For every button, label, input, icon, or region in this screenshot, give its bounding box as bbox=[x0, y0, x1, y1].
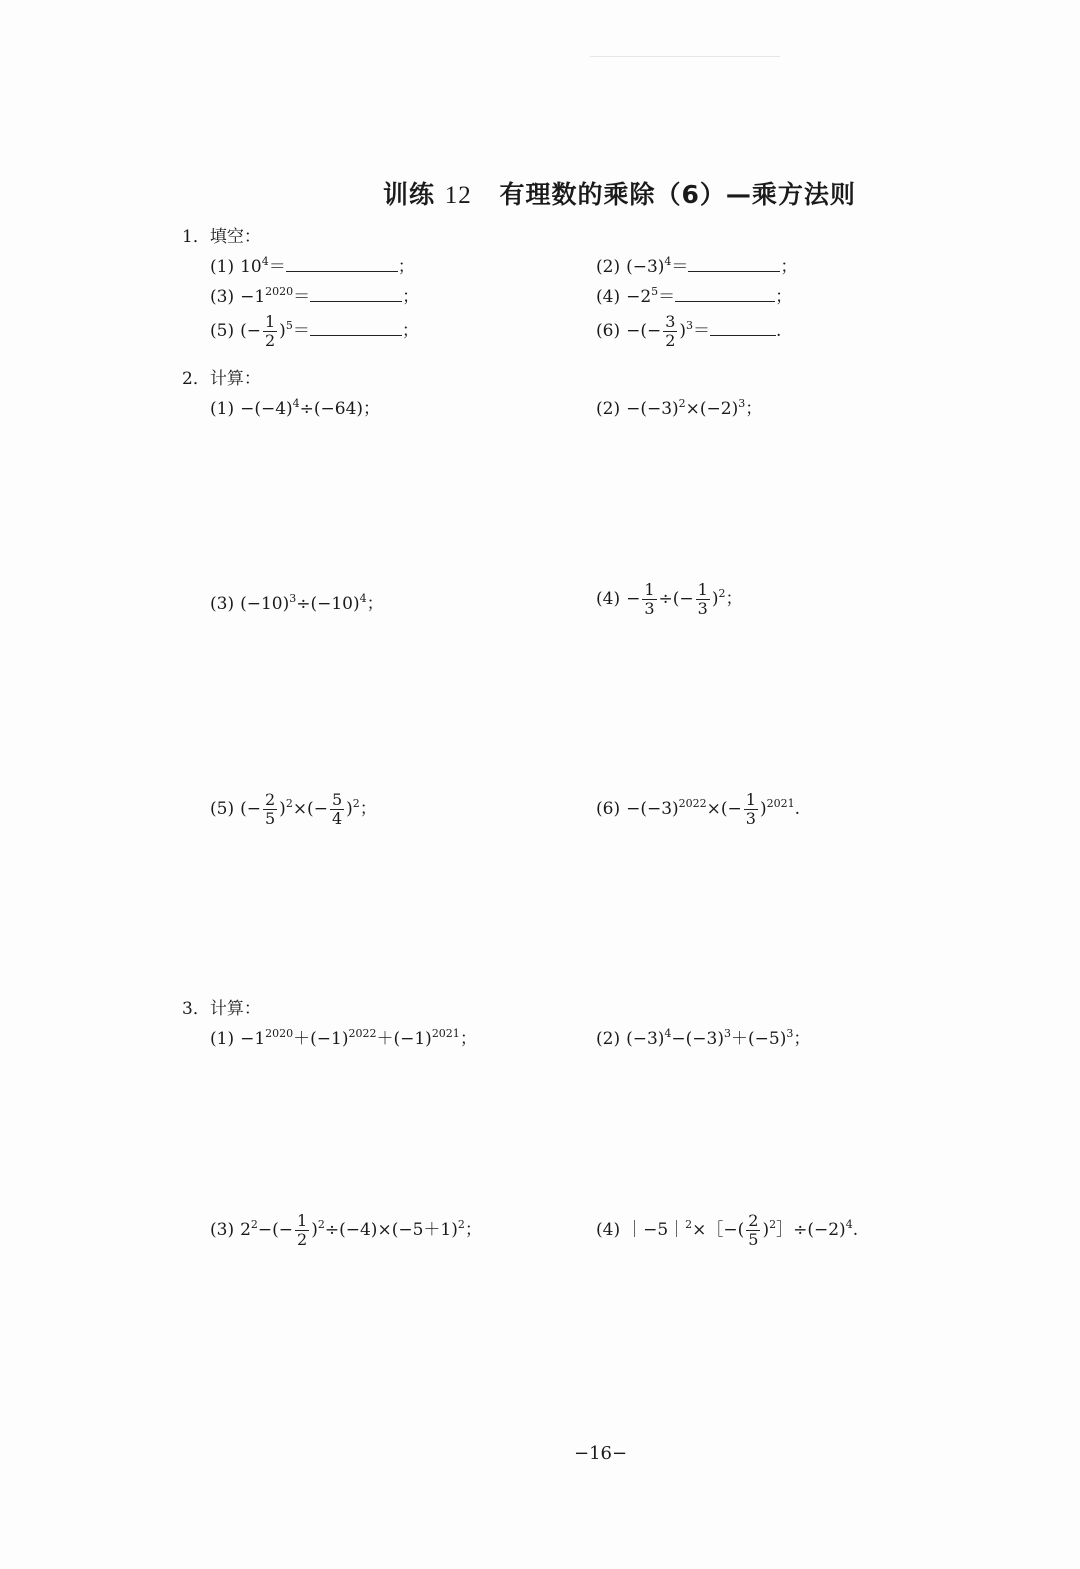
fraction-one-third bbox=[642, 581, 656, 618]
q2-item-3 bbox=[210, 589, 384, 614]
fraction-five-quarters bbox=[330, 791, 344, 828]
exponent: 3 bbox=[786, 1027, 794, 1040]
equals-sign: ＝ bbox=[671, 257, 689, 277]
answer-blank[interactable] bbox=[688, 257, 780, 272]
expr-part: (− bbox=[240, 799, 261, 819]
expr-part: −(−3) bbox=[626, 399, 679, 419]
expr-part: ) bbox=[711, 589, 719, 609]
numerator: 1 bbox=[697, 580, 708, 599]
expr-part: ×(− bbox=[292, 799, 328, 819]
item-label: (1) bbox=[210, 399, 235, 419]
exponent: 2 bbox=[769, 1218, 777, 1231]
expr-part: −2 bbox=[626, 287, 652, 307]
denominator: 3 bbox=[644, 599, 655, 618]
exponent: 2021 bbox=[766, 797, 795, 810]
exponent: 3 bbox=[724, 1027, 731, 1040]
exponent: 4 bbox=[664, 255, 672, 268]
q1-item-4 bbox=[596, 282, 792, 307]
item-label: (3) bbox=[210, 1220, 235, 1240]
punctuation: . bbox=[852, 1220, 859, 1240]
exponent: 4 bbox=[359, 592, 367, 605]
item-label: (4) bbox=[596, 589, 621, 609]
item-label: (4) bbox=[596, 1220, 621, 1240]
expr-part: ÷(− bbox=[658, 589, 694, 609]
expr-part: (−3) bbox=[626, 1029, 665, 1049]
numerator: 1 bbox=[745, 790, 756, 809]
punctuation: ； bbox=[459, 1029, 477, 1049]
expr-part: ÷(−10) bbox=[296, 594, 360, 614]
expr-part: ) bbox=[759, 799, 767, 819]
expr-part: ) bbox=[762, 1220, 770, 1240]
q3-item-3 bbox=[210, 1212, 482, 1249]
expr-part: ) bbox=[279, 321, 286, 341]
denominator: 2 bbox=[264, 331, 276, 350]
expr-part: −(−3) bbox=[671, 1029, 724, 1049]
expr-part: (−10) bbox=[240, 594, 290, 614]
q1-item-5 bbox=[210, 313, 419, 350]
expr-part: ÷(−4)×(−5＋1) bbox=[324, 1220, 458, 1240]
q1-item-6 bbox=[596, 313, 781, 350]
expr-part: ＋(−5) bbox=[731, 1029, 787, 1049]
expr-part: (−3) bbox=[626, 257, 665, 277]
section-3-heading: 3．计算： bbox=[182, 999, 261, 1019]
expr-part: ＋(−1) bbox=[293, 1029, 349, 1049]
expr-part: −1 bbox=[240, 287, 266, 307]
numerator: 1 bbox=[264, 312, 276, 331]
denominator: 5 bbox=[748, 1230, 759, 1249]
exponent: 2022 bbox=[348, 1027, 377, 1040]
page-title bbox=[383, 175, 856, 211]
q3-item-2 bbox=[596, 1024, 810, 1049]
expr-part: ×［−( bbox=[692, 1220, 745, 1240]
numerator: 1 bbox=[644, 580, 655, 599]
punctuation: ； bbox=[745, 399, 763, 419]
title-text: 有理数的乘除（6）—乘方法则 bbox=[499, 180, 856, 209]
item-label: (3) bbox=[210, 287, 235, 307]
exponent: 2020 bbox=[265, 285, 294, 298]
q2-item-1 bbox=[210, 394, 380, 419]
expr-part: ｜−5｜ bbox=[626, 1220, 686, 1240]
equals-sign: ＝ bbox=[268, 257, 286, 277]
expr-part: ×(−2) bbox=[685, 399, 739, 419]
numerator: 3 bbox=[665, 312, 676, 331]
equals-sign: ＝ bbox=[693, 321, 711, 341]
punctuation: ； bbox=[780, 257, 798, 277]
punctuation: ； bbox=[775, 287, 793, 307]
title-prefix: 训练 bbox=[383, 180, 436, 209]
punctuation: ； bbox=[397, 257, 415, 277]
q2-item-2 bbox=[596, 394, 762, 419]
punctuation: ； bbox=[725, 589, 743, 609]
item-label: (5) bbox=[210, 321, 235, 341]
item-label: (2) bbox=[596, 257, 621, 277]
q2-item-4 bbox=[596, 581, 742, 618]
answer-blank[interactable] bbox=[675, 287, 775, 302]
q1-item-3 bbox=[210, 282, 419, 307]
exponent: 2 bbox=[678, 397, 686, 410]
punctuation: ； bbox=[366, 594, 384, 614]
exponent: 2 bbox=[685, 1218, 693, 1231]
fraction-two-fifths bbox=[746, 1212, 760, 1249]
exponent: 2 bbox=[352, 797, 360, 810]
exponent: 4 bbox=[845, 1218, 853, 1231]
exponent: 2 bbox=[457, 1218, 465, 1231]
item-label: (3) bbox=[210, 594, 235, 614]
fraction-two-fifths bbox=[263, 791, 277, 828]
exponent: 2 bbox=[718, 587, 726, 600]
equals-sign: ＝ bbox=[658, 287, 676, 307]
expr-part: ÷(−64)； bbox=[299, 399, 381, 419]
exponent: 4 bbox=[261, 255, 269, 268]
item-label: (4) bbox=[596, 287, 621, 307]
denominator: 5 bbox=[264, 809, 276, 828]
expr-part: (− bbox=[240, 321, 261, 341]
equals-sign: ＝ bbox=[292, 321, 310, 341]
q3-item-1 bbox=[210, 1024, 477, 1049]
scan-artifact-line bbox=[590, 56, 780, 57]
denominator: 3 bbox=[697, 599, 708, 618]
fraction-one-third bbox=[744, 791, 758, 828]
fraction-one-half bbox=[263, 313, 277, 350]
punctuation: ； bbox=[359, 799, 377, 819]
exponent: 2022 bbox=[678, 797, 707, 810]
expr-part: ) bbox=[311, 1220, 318, 1240]
expr-part: − bbox=[626, 589, 641, 609]
punctuation: ； bbox=[402, 287, 420, 307]
punctuation: ； bbox=[464, 1220, 482, 1240]
item-label: (2) bbox=[596, 1029, 621, 1049]
numerator: 2 bbox=[748, 1211, 759, 1230]
exponent: 2021 bbox=[431, 1027, 460, 1040]
exponent: 2 bbox=[285, 797, 293, 810]
item-label: (6) bbox=[596, 799, 621, 819]
numerator: 2 bbox=[264, 790, 276, 809]
expr-part: 2 bbox=[240, 1220, 251, 1240]
denominator: 2 bbox=[297, 1230, 308, 1249]
title-number: 12 bbox=[444, 182, 472, 209]
q2-item-6 bbox=[596, 791, 800, 828]
expr-part: ＋(−1) bbox=[376, 1029, 432, 1049]
item-label: (1) bbox=[210, 1029, 235, 1049]
answer-blank[interactable] bbox=[710, 321, 776, 336]
q1-item-1 bbox=[210, 252, 415, 277]
expr-part: ) bbox=[346, 799, 353, 819]
exponent: 5 bbox=[285, 319, 293, 332]
expr-part: −(−3) bbox=[626, 799, 679, 819]
exponent: 3 bbox=[289, 592, 297, 605]
denominator: 4 bbox=[331, 809, 343, 828]
expr-part: −(−4) bbox=[240, 399, 293, 419]
q1-item-2 bbox=[596, 252, 797, 277]
exponent: 3 bbox=[738, 397, 746, 410]
fraction-three-halves bbox=[663, 313, 677, 350]
expr-part: ×(− bbox=[706, 799, 742, 819]
punctuation: ； bbox=[401, 321, 419, 341]
fraction-one-half bbox=[295, 1212, 309, 1249]
expr-part: 10 bbox=[240, 257, 262, 277]
item-label: (2) bbox=[596, 399, 621, 419]
numerator: 5 bbox=[331, 790, 343, 809]
exponent: 5 bbox=[651, 285, 659, 298]
punctuation: . bbox=[794, 799, 801, 819]
q3-item-4 bbox=[596, 1212, 858, 1249]
punctuation: ； bbox=[793, 1029, 811, 1049]
punctuation: . bbox=[776, 321, 782, 341]
numerator: 1 bbox=[297, 1211, 308, 1230]
item-label: (6) bbox=[596, 321, 621, 341]
denominator: 2 bbox=[665, 331, 676, 350]
expr-part: −(− bbox=[257, 1220, 294, 1240]
section-1-heading: 1．填空： bbox=[182, 227, 261, 247]
denominator: 3 bbox=[745, 809, 756, 828]
exponent: 3 bbox=[686, 319, 694, 332]
expr-part: ) bbox=[679, 321, 687, 341]
exponent: 2 bbox=[317, 1218, 325, 1231]
equals-sign: ＝ bbox=[293, 287, 311, 307]
expr-part: ) bbox=[279, 799, 286, 819]
q2-item-5 bbox=[210, 791, 377, 828]
answer-blank[interactable] bbox=[286, 257, 398, 272]
exponent: 4 bbox=[292, 397, 300, 410]
expr-part: −(− bbox=[626, 321, 662, 341]
item-label: (5) bbox=[210, 799, 235, 819]
item-label: (1) bbox=[210, 257, 235, 277]
fraction-one-third bbox=[696, 581, 710, 618]
answer-blank[interactable] bbox=[310, 321, 402, 336]
exponent: 4 bbox=[664, 1027, 672, 1040]
page-number: −16− bbox=[574, 1443, 628, 1464]
exponent: 2 bbox=[250, 1218, 258, 1231]
answer-blank[interactable] bbox=[310, 287, 402, 302]
expr-part: −1 bbox=[240, 1029, 266, 1049]
expr-part: ］÷(−2) bbox=[776, 1220, 846, 1240]
exponent: 2020 bbox=[265, 1027, 294, 1040]
section-2-heading: 2．计算： bbox=[182, 369, 261, 389]
